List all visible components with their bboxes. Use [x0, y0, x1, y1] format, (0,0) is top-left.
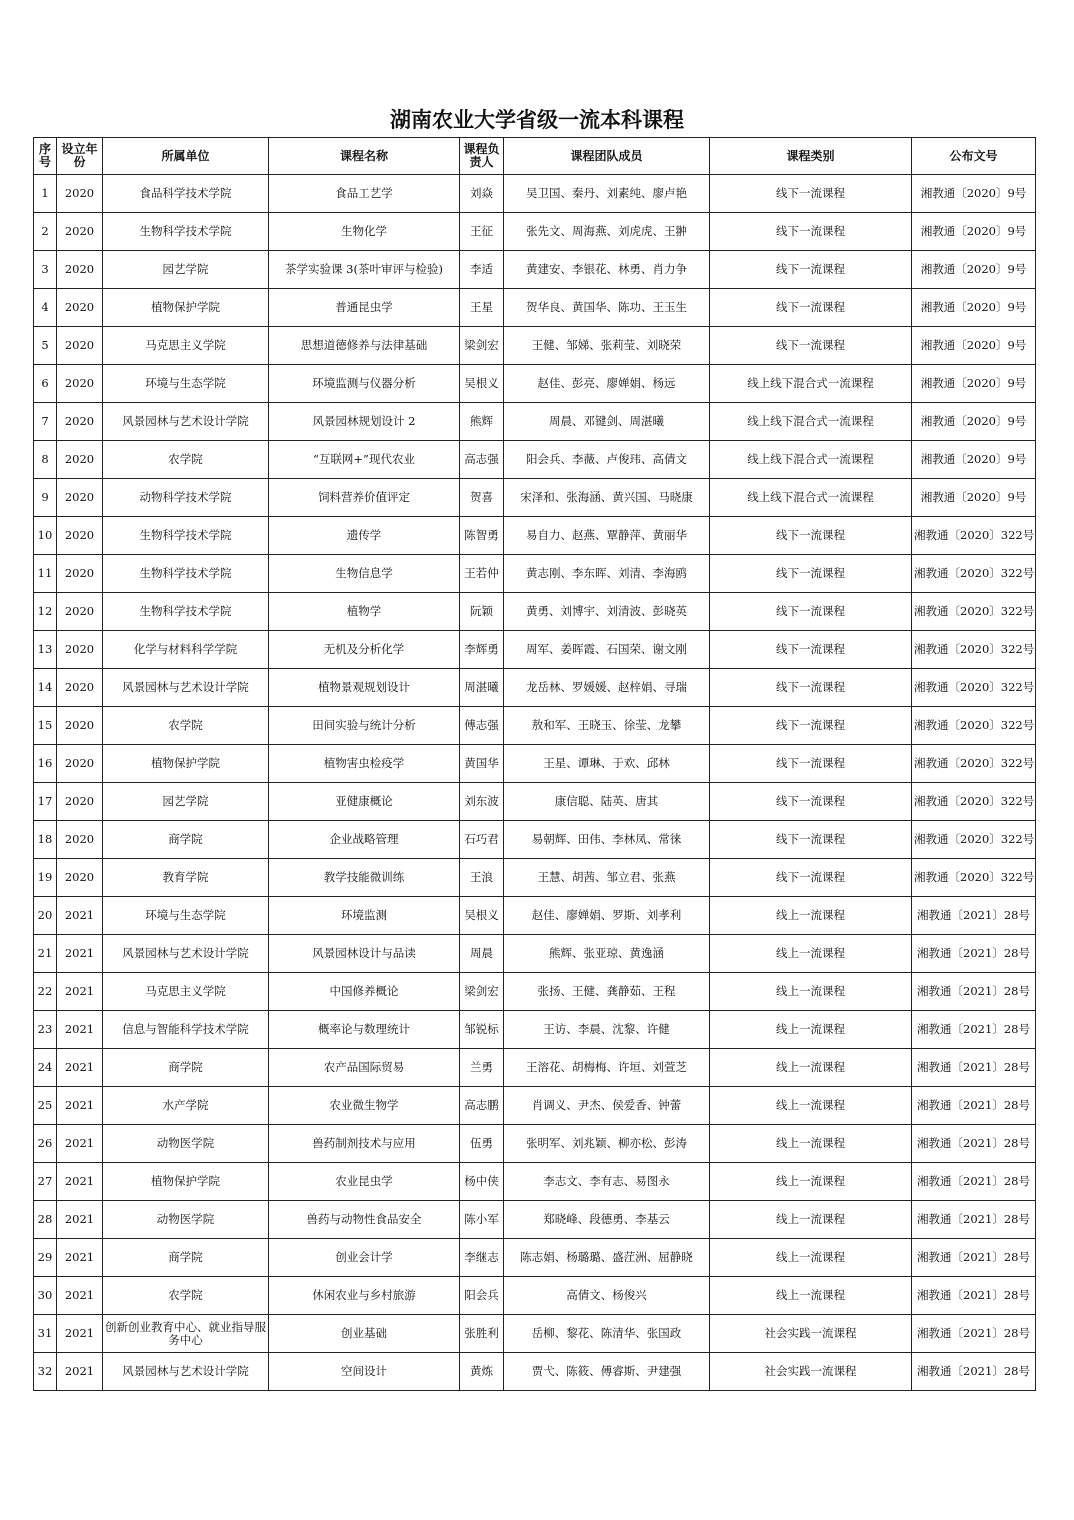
cell-year: 2020 — [57, 783, 103, 821]
cell-course: 田间实验与统计分析 — [269, 707, 460, 745]
cell-category: 线下一流课程 — [710, 593, 912, 631]
cell-year: 2020 — [57, 327, 103, 365]
cell-category: 线上线下混合式一流课程 — [710, 441, 912, 479]
cell-category: 线下一流课程 — [710, 555, 912, 593]
cell-year: 2020 — [57, 707, 103, 745]
cell-index: 1 — [34, 175, 57, 213]
table-row — [34, 1353, 1036, 1391]
cell-unit: 商学院 — [103, 1049, 269, 1087]
cell-course: 空间设计 — [269, 1353, 460, 1391]
cell-year: 2021 — [57, 1125, 103, 1163]
header-row — [34, 138, 1036, 175]
table-row — [34, 973, 1036, 1011]
cell-course: 兽药制剂技术与应用 — [269, 1125, 460, 1163]
cell-team: 陈志娟、杨璐璐、盛茳洲、屈静晓 — [504, 1239, 710, 1277]
cell-doc: 湘教通〔2020〕322号 — [912, 707, 1036, 745]
table-row — [34, 1315, 1036, 1353]
cell-category: 线下一流课程 — [710, 251, 912, 289]
col-header-category: 课程类别 — [710, 138, 912, 175]
cell-unit: 动物医学院 — [103, 1125, 269, 1163]
cell-index: 17 — [34, 783, 57, 821]
cell-category: 线上一流课程 — [710, 1277, 912, 1315]
cell-lead: 陈智勇 — [460, 517, 504, 555]
cell-doc: 湘教通〔2020〕9号 — [912, 403, 1036, 441]
cell-team: 张先文、周海燕、刘虎虎、王翀 — [504, 213, 710, 251]
cell-unit: 农学院 — [103, 707, 269, 745]
cell-unit: 植物保护学院 — [103, 1163, 269, 1201]
cell-year: 2020 — [57, 213, 103, 251]
cell-course: 环境监测 — [269, 897, 460, 935]
cell-course: 植物学 — [269, 593, 460, 631]
cell-course: 生物信息学 — [269, 555, 460, 593]
cell-index: 6 — [34, 365, 57, 403]
cell-course: 风景园林设计与品读 — [269, 935, 460, 973]
cell-category: 线上线下混合式一流课程 — [710, 479, 912, 517]
cell-unit: 食品科学技术学院 — [103, 175, 269, 213]
cell-team: 李志文、李有志、易图永 — [504, 1163, 710, 1201]
cell-index: 11 — [34, 555, 57, 593]
cell-lead: 王星 — [460, 289, 504, 327]
cell-lead: 周晨 — [460, 935, 504, 973]
table-row — [34, 479, 1036, 517]
cell-team: 敖和军、王晓玉、徐莹、龙攀 — [504, 707, 710, 745]
cell-doc: 湘教通〔2020〕322号 — [912, 555, 1036, 593]
cell-lead: 高志强 — [460, 441, 504, 479]
table-row — [34, 1163, 1036, 1201]
cell-doc: 湘教通〔2020〕322号 — [912, 593, 1036, 631]
cell-category: 线下一流课程 — [710, 517, 912, 555]
cell-index: 23 — [34, 1011, 57, 1049]
cell-lead: 阳会兵 — [460, 1277, 504, 1315]
cell-lead: 石巧君 — [460, 821, 504, 859]
cell-category: 线上线下混合式一流课程 — [710, 365, 912, 403]
cell-category: 社会实践一流课程 — [710, 1353, 912, 1391]
cell-category: 线下一流课程 — [710, 631, 912, 669]
cell-index: 12 — [34, 593, 57, 631]
cell-team: 贺华良、黄国华、陈功、王玉生 — [504, 289, 710, 327]
cell-unit: 植物保护学院 — [103, 289, 269, 327]
cell-doc: 湘教通〔2021〕28号 — [912, 1353, 1036, 1391]
col-header-unit: 所属单位 — [103, 138, 269, 175]
cell-course: 风景园林规划设计 2 — [269, 403, 460, 441]
cell-doc: 湘教通〔2020〕9号 — [912, 213, 1036, 251]
cell-index: 32 — [34, 1353, 57, 1391]
cell-course: 环境监测与仪器分析 — [269, 365, 460, 403]
cell-course: 无机及分析化学 — [269, 631, 460, 669]
cell-index: 26 — [34, 1125, 57, 1163]
table-row — [34, 821, 1036, 859]
table-row — [34, 403, 1036, 441]
cell-doc: 湘教通〔2020〕322号 — [912, 517, 1036, 555]
cell-year: 2021 — [57, 1277, 103, 1315]
cell-doc: 湘教通〔2021〕28号 — [912, 1277, 1036, 1315]
cell-unit: 生物科学技术学院 — [103, 593, 269, 631]
cell-team: 郑晓峰、段德勇、李基云 — [504, 1201, 710, 1239]
cell-doc: 湘教通〔2020〕322号 — [912, 669, 1036, 707]
cell-team: 吴卫国、秦丹、刘素纯、廖卢艳 — [504, 175, 710, 213]
cell-index: 5 — [34, 327, 57, 365]
cell-index: 29 — [34, 1239, 57, 1277]
cell-year: 2020 — [57, 555, 103, 593]
cell-unit: 信息与智能科学技术学院 — [103, 1011, 269, 1049]
cell-team: 高倩文、杨俊兴 — [504, 1277, 710, 1315]
cell-year: 2021 — [57, 1315, 103, 1353]
table-row — [34, 1277, 1036, 1315]
cell-doc: 湘教通〔2020〕9号 — [912, 479, 1036, 517]
cell-unit: 水产学院 — [103, 1087, 269, 1125]
cell-course: 中国修养概论 — [269, 973, 460, 1011]
col-header-index: 序号 — [34, 138, 57, 175]
cell-team: 宋泽和、张海涵、黄兴国、马晓康 — [504, 479, 710, 517]
cell-index: 22 — [34, 973, 57, 1011]
table-row — [34, 555, 1036, 593]
cell-unit: 农学院 — [103, 441, 269, 479]
cell-category: 线下一流课程 — [710, 821, 912, 859]
cell-team: 张明军、刘兆颖、柳亦松、彭涛 — [504, 1125, 710, 1163]
cell-team: 周军、姜晖霞、石国荣、谢文刚 — [504, 631, 710, 669]
cell-team: 王健、邹娣、张莉莹、刘晓荣 — [504, 327, 710, 365]
cell-doc: 湘教通〔2020〕9号 — [912, 327, 1036, 365]
table-row — [34, 859, 1036, 897]
cell-category: 线上一流课程 — [710, 973, 912, 1011]
col-header-team: 课程团队成员 — [504, 138, 710, 175]
cell-category: 线上一流课程 — [710, 897, 912, 935]
cell-unit: 动物科学技术学院 — [103, 479, 269, 517]
cell-unit: 商学院 — [103, 1239, 269, 1277]
cell-team: 阳会兵、李薇、卢俊玮、高倩文 — [504, 441, 710, 479]
cell-lead: 吴根义 — [460, 897, 504, 935]
cell-doc: 湘教通〔2021〕28号 — [912, 1011, 1036, 1049]
cell-doc: 湘教通〔2021〕28号 — [912, 1125, 1036, 1163]
table-row — [34, 1125, 1036, 1163]
cell-unit: 风景园林与艺术设计学院 — [103, 1353, 269, 1391]
table-row — [34, 441, 1036, 479]
cell-doc: 湘教通〔2020〕322号 — [912, 745, 1036, 783]
table-row — [34, 897, 1036, 935]
cell-course: 普通昆虫学 — [269, 289, 460, 327]
courses-table — [33, 137, 1036, 1391]
cell-index: 18 — [34, 821, 57, 859]
cell-course: 教学技能微训练 — [269, 859, 460, 897]
cell-index: 13 — [34, 631, 57, 669]
cell-course: 饲料营养价值评定 — [269, 479, 460, 517]
cell-lead: 李辉勇 — [460, 631, 504, 669]
cell-course: 茶学实验课 3(茶叶审评与检验) — [269, 251, 460, 289]
cell-team: 龙岳林、罗媛媛、赵梓娟、寻瑞 — [504, 669, 710, 707]
cell-year: 2020 — [57, 593, 103, 631]
cell-category: 线上一流课程 — [710, 1125, 912, 1163]
table-row — [34, 1011, 1036, 1049]
cell-year: 2020 — [57, 251, 103, 289]
cell-doc: 湘教通〔2021〕28号 — [912, 1049, 1036, 1087]
table-row — [34, 327, 1036, 365]
col-header-lead: 课程负责人 — [460, 138, 504, 175]
cell-team: 贾弋、陈筱、傅睿斯、尹建强 — [504, 1353, 710, 1391]
cell-team: 王溶花、胡梅梅、许垣、刘萱芝 — [504, 1049, 710, 1087]
cell-team: 王访、李晨、沈黎、许健 — [504, 1011, 710, 1049]
cell-course: 农产品国际贸易 — [269, 1049, 460, 1087]
cell-lead: 王浪 — [460, 859, 504, 897]
cell-category: 线上线下混合式一流课程 — [710, 403, 912, 441]
table-row — [34, 707, 1036, 745]
cell-lead: 阮颖 — [460, 593, 504, 631]
cell-year: 2021 — [57, 1011, 103, 1049]
table-row — [34, 1087, 1036, 1125]
table-row — [34, 631, 1036, 669]
cell-team: 王慧、胡茜、邹立君、张燕 — [504, 859, 710, 897]
cell-course: 遗传学 — [269, 517, 460, 555]
cell-year: 2020 — [57, 631, 103, 669]
cell-index: 4 — [34, 289, 57, 327]
cell-course: 概率论与数理统计 — [269, 1011, 460, 1049]
cell-index: 15 — [34, 707, 57, 745]
cell-team: 黄建安、李银花、林勇、肖力争 — [504, 251, 710, 289]
cell-unit: 马克思主义学院 — [103, 973, 269, 1011]
cell-lead: 高志鹏 — [460, 1087, 504, 1125]
cell-year: 2020 — [57, 479, 103, 517]
cell-year: 2021 — [57, 897, 103, 935]
cell-year: 2021 — [57, 1087, 103, 1125]
cell-doc: 湘教通〔2021〕28号 — [912, 1239, 1036, 1277]
cell-year: 2020 — [57, 441, 103, 479]
table-row — [34, 593, 1036, 631]
cell-lead: 黄炼 — [460, 1353, 504, 1391]
cell-unit: 环境与生态学院 — [103, 897, 269, 935]
cell-unit: 教育学院 — [103, 859, 269, 897]
cell-unit: 园艺学院 — [103, 251, 269, 289]
cell-category: 线下一流课程 — [710, 707, 912, 745]
cell-doc: 湘教通〔2020〕9号 — [912, 251, 1036, 289]
cell-lead: 吴根义 — [460, 365, 504, 403]
cell-category: 线上一流课程 — [710, 1049, 912, 1087]
cell-year: 2020 — [57, 745, 103, 783]
cell-doc: 湘教通〔2020〕322号 — [912, 631, 1036, 669]
cell-doc: 湘教通〔2020〕322号 — [912, 821, 1036, 859]
table-row — [34, 175, 1036, 213]
cell-team: 康信聪、陆英、唐其 — [504, 783, 710, 821]
cell-index: 24 — [34, 1049, 57, 1087]
cell-doc: 湘教通〔2020〕322号 — [912, 859, 1036, 897]
cell-index: 21 — [34, 935, 57, 973]
cell-lead: 周湛曦 — [460, 669, 504, 707]
cell-category: 线上一流课程 — [710, 1163, 912, 1201]
cell-team: 王星、谭琳、于欢、邱林 — [504, 745, 710, 783]
cell-course: 亚健康概论 — [269, 783, 460, 821]
cell-index: 31 — [34, 1315, 57, 1353]
cell-doc: 湘教通〔2020〕9号 — [912, 289, 1036, 327]
cell-lead: 张胜利 — [460, 1315, 504, 1353]
cell-lead: 王若仲 — [460, 555, 504, 593]
cell-doc: 湘教通〔2021〕28号 — [912, 935, 1036, 973]
cell-year: 2021 — [57, 1163, 103, 1201]
cell-lead: 邹锐标 — [460, 1011, 504, 1049]
cell-category: 线下一流课程 — [710, 289, 912, 327]
cell-lead: 兰勇 — [460, 1049, 504, 1087]
cell-category: 线上一流课程 — [710, 935, 912, 973]
cell-team: 黄志刚、李东晖、刘清、李海鸥 — [504, 555, 710, 593]
cell-index: 16 — [34, 745, 57, 783]
cell-doc: 湘教通〔2021〕28号 — [912, 897, 1036, 935]
cell-lead: 黄国华 — [460, 745, 504, 783]
cell-doc: 湘教通〔2020〕322号 — [912, 783, 1036, 821]
cell-lead: 熊辉 — [460, 403, 504, 441]
table-row — [34, 1201, 1036, 1239]
cell-doc: 湘教通〔2021〕28号 — [912, 973, 1036, 1011]
cell-index: 3 — [34, 251, 57, 289]
cell-year: 2020 — [57, 365, 103, 403]
cell-year: 2020 — [57, 669, 103, 707]
table-row — [34, 745, 1036, 783]
cell-unit: 农学院 — [103, 1277, 269, 1315]
cell-unit: 化学与材料科学学院 — [103, 631, 269, 669]
cell-index: 14 — [34, 669, 57, 707]
cell-lead: 贺喜 — [460, 479, 504, 517]
cell-course: 生物化学 — [269, 213, 460, 251]
cell-team: 肖调义、尹杰、侯爱香、钟蕾 — [504, 1087, 710, 1125]
cell-index: 9 — [34, 479, 57, 517]
col-header-year: 设立年份 — [57, 138, 103, 175]
cell-category: 线上一流课程 — [710, 1087, 912, 1125]
cell-year: 2020 — [57, 403, 103, 441]
cell-category: 线下一流课程 — [710, 783, 912, 821]
cell-unit: 商学院 — [103, 821, 269, 859]
cell-year: 2020 — [57, 821, 103, 859]
table-row — [34, 517, 1036, 555]
cell-year: 2021 — [57, 1049, 103, 1087]
cell-category: 线下一流课程 — [710, 175, 912, 213]
cell-team: 黄勇、刘博宇、刘清波、彭晓英 — [504, 593, 710, 631]
cell-doc: 湘教通〔2021〕28号 — [912, 1201, 1036, 1239]
table-row — [34, 1239, 1036, 1277]
cell-course: “互联网+”现代农业 — [269, 441, 460, 479]
cell-doc: 湘教通〔2020〕9号 — [912, 365, 1036, 403]
table-row — [34, 1049, 1036, 1087]
cell-category: 线上一流课程 — [710, 1239, 912, 1277]
cell-team: 易自力、赵燕、覃静萍、黄丽华 — [504, 517, 710, 555]
cell-year: 2020 — [57, 289, 103, 327]
cell-index: 28 — [34, 1201, 57, 1239]
cell-team: 赵佳、廖婵娟、罗斯、刘孝利 — [504, 897, 710, 935]
cell-doc: 湘教通〔2021〕28号 — [912, 1163, 1036, 1201]
cell-unit: 园艺学院 — [103, 783, 269, 821]
cell-unit: 生物科学技术学院 — [103, 213, 269, 251]
table-row — [34, 289, 1036, 327]
cell-course: 食品工艺学 — [269, 175, 460, 213]
cell-index: 2 — [34, 213, 57, 251]
cell-lead: 梁剑宏 — [460, 973, 504, 1011]
cell-category: 线下一流课程 — [710, 669, 912, 707]
table-row — [34, 935, 1036, 973]
cell-course: 思想道德修养与法律基础 — [269, 327, 460, 365]
cell-course: 植物景观规划设计 — [269, 669, 460, 707]
cell-index: 20 — [34, 897, 57, 935]
cell-category: 线下一流课程 — [710, 213, 912, 251]
cell-category: 线下一流课程 — [710, 327, 912, 365]
col-header-course: 课程名称 — [269, 138, 460, 175]
cell-unit: 生物科学技术学院 — [103, 555, 269, 593]
cell-index: 8 — [34, 441, 57, 479]
cell-course: 植物害虫检疫学 — [269, 745, 460, 783]
table-row — [34, 213, 1036, 251]
col-header-doc: 公布文号 — [912, 138, 1036, 175]
cell-index: 10 — [34, 517, 57, 555]
cell-index: 27 — [34, 1163, 57, 1201]
cell-lead: 伍勇 — [460, 1125, 504, 1163]
cell-doc: 湘教通〔2021〕28号 — [912, 1087, 1036, 1125]
cell-year: 2021 — [57, 935, 103, 973]
cell-lead: 刘东波 — [460, 783, 504, 821]
cell-lead: 梁剑宏 — [460, 327, 504, 365]
cell-doc: 湘教通〔2020〕9号 — [912, 441, 1036, 479]
cell-doc: 湘教通〔2020〕9号 — [912, 175, 1036, 213]
cell-lead: 刘焱 — [460, 175, 504, 213]
cell-year: 2020 — [57, 175, 103, 213]
cell-unit: 风景园林与艺术设计学院 — [103, 669, 269, 707]
cell-team: 赵佳、彭亮、廖婵娟、杨远 — [504, 365, 710, 403]
cell-unit: 植物保护学院 — [103, 745, 269, 783]
cell-course: 农业微生物学 — [269, 1087, 460, 1125]
cell-course: 企业战略管理 — [269, 821, 460, 859]
table-row — [34, 783, 1036, 821]
cell-course: 兽药与动物性食品安全 — [269, 1201, 460, 1239]
cell-unit: 风景园林与艺术设计学院 — [103, 935, 269, 973]
cell-doc: 湘教通〔2021〕28号 — [912, 1315, 1036, 1353]
cell-year: 2021 — [57, 1239, 103, 1277]
cell-course: 农业昆虫学 — [269, 1163, 460, 1201]
cell-lead: 王征 — [460, 213, 504, 251]
cell-category: 线下一流课程 — [710, 745, 912, 783]
cell-team: 周晨、邓键剑、周湛曦 — [504, 403, 710, 441]
cell-team: 熊辉、张亚琼、黄逸涵 — [504, 935, 710, 973]
cell-lead: 陈小军 — [460, 1201, 504, 1239]
cell-team: 岳柳、黎花、陈清华、张国政 — [504, 1315, 710, 1353]
cell-unit: 风景园林与艺术设计学院 — [103, 403, 269, 441]
cell-lead: 李适 — [460, 251, 504, 289]
cell-index: 25 — [34, 1087, 57, 1125]
cell-lead: 杨中侠 — [460, 1163, 504, 1201]
cell-unit: 动物医学院 — [103, 1201, 269, 1239]
cell-year: 2021 — [57, 973, 103, 1011]
cell-category: 社会实践一流课程 — [710, 1315, 912, 1353]
cell-course: 休闲农业与乡村旅游 — [269, 1277, 460, 1315]
cell-year: 2020 — [57, 859, 103, 897]
cell-index: 7 — [34, 403, 57, 441]
cell-course: 创业会计学 — [269, 1239, 460, 1277]
cell-unit: 生物科学技术学院 — [103, 517, 269, 555]
table-row — [34, 669, 1036, 707]
cell-course: 创业基础 — [269, 1315, 460, 1353]
table-row — [34, 365, 1036, 403]
cell-unit: 环境与生态学院 — [103, 365, 269, 403]
cell-lead: 傅志强 — [460, 707, 504, 745]
cell-lead: 李继志 — [460, 1239, 504, 1277]
cell-unit: 马克思主义学院 — [103, 327, 269, 365]
cell-index: 19 — [34, 859, 57, 897]
page-title: 湖南农业大学省级一流本科课程 — [390, 108, 684, 132]
cell-team: 张扬、王健、龚静茹、王程 — [504, 973, 710, 1011]
cell-year: 2020 — [57, 517, 103, 555]
cell-category: 线上一流课程 — [710, 1011, 912, 1049]
cell-year: 2021 — [57, 1201, 103, 1239]
cell-unit: 创新创业教育中心、就业指导服务中心 — [103, 1315, 269, 1353]
cell-category: 线下一流课程 — [710, 859, 912, 897]
cell-index: 30 — [34, 1277, 57, 1315]
cell-category: 线上一流课程 — [710, 1201, 912, 1239]
table-row — [34, 251, 1036, 289]
cell-year: 2021 — [57, 1353, 103, 1391]
cell-team: 易朝辉、田伟、李林凤、常徕 — [504, 821, 710, 859]
